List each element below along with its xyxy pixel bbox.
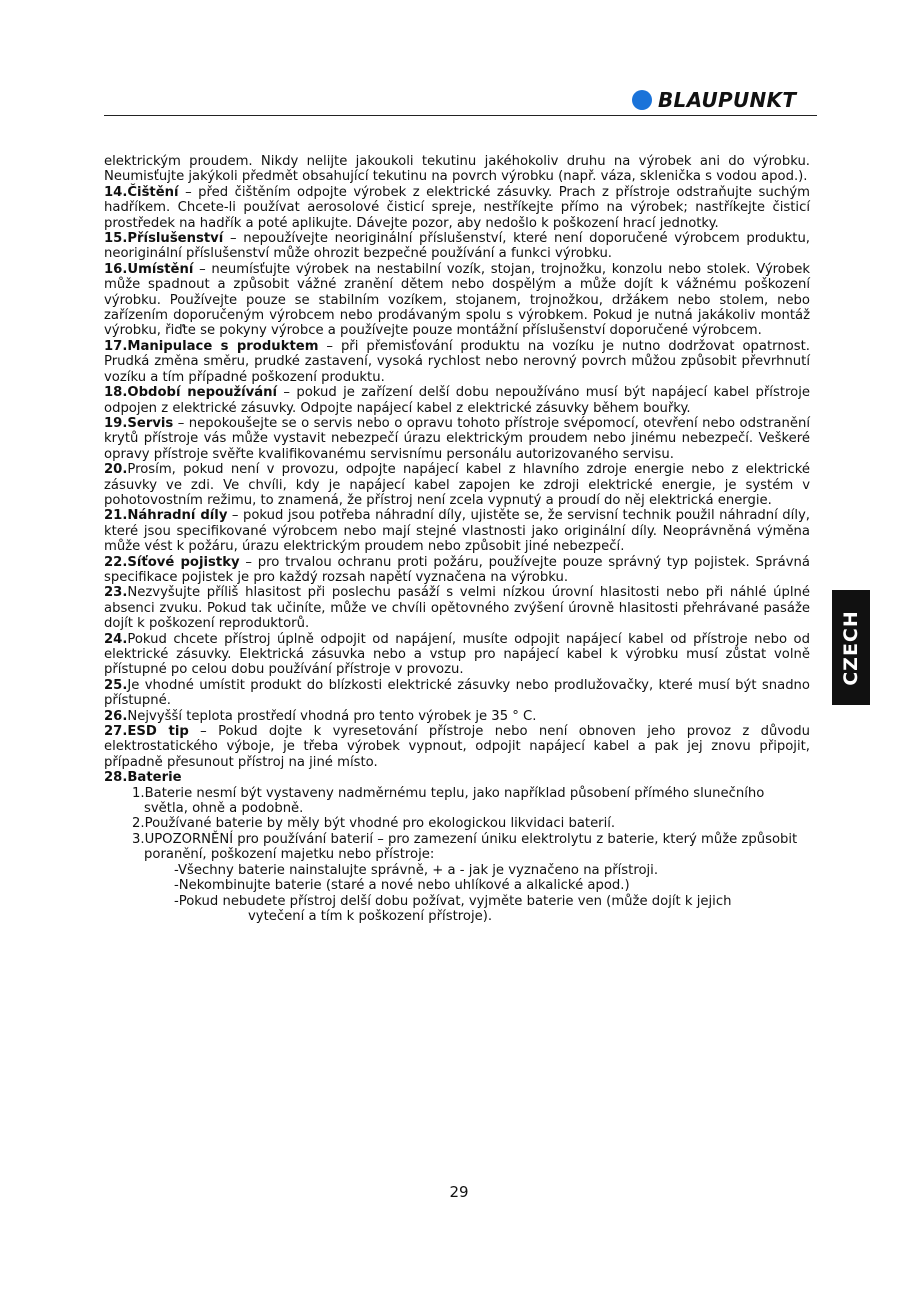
battery-list: [104, 786, 810, 925]
section-19: [104, 416, 810, 462]
section-text: – Pokud dojte k vyresetování přístroje nebo není obnoven jeho provoz z důvodu elektrostatického výboje, je třeba výrobek vypnout, odpojit napájecí kabel a pak jej znovu připojit, případně přesunout přístroj na jiné místo.: [104, 724, 811, 770]
section-23: [104, 585, 810, 631]
section-heading: 26.: [104, 708, 128, 724]
language-tab: [832, 590, 870, 705]
section-26: [104, 709, 810, 724]
battery-subitem: -Všechny baterie nainstalujte správně, + a - jak je vyznačeno na přístroji.: [174, 862, 659, 878]
section-heading: 28.: [104, 770, 128, 786]
battery-item: 3.UPOZORNĚNÍ pro používání baterií – pro zamezení úniku elektrolytu z baterie, který může způsobit poranění, poškození majetku nebo přístroje:: [132, 831, 798, 863]
section-title: Umístění: [127, 261, 194, 277]
section-heading: 17.: [104, 338, 128, 354]
section-18: [104, 385, 810, 416]
safety-sections: [104, 185, 810, 786]
section-27: [104, 724, 810, 770]
manual-body: [104, 154, 810, 924]
section-text: Nejvyšší teplota prostředí vhodná pro tento výrobek je 35 ° C.: [127, 708, 537, 724]
section-text: – pokud jsou potřeba náhradní díly, ujistěte se, že servisní technik použil náhradní díly, které jsou specifikované výrobcem nebo mají stejné vlastnosti jako originální díly. Neoprávněná výměna může vést k požáru, úrazu elektrickým proudem nebo způsobit jiné nebezpečí.: [104, 508, 810, 555]
header-divider: [104, 115, 817, 116]
section-text: Prosím, pokud není v provozu, odpojte napájecí kabel z hlavního zdroje energie nebo z elektrické zásuvky ve zdi. Ve chvíli, kdy je napájecí kabel zapojen ke zdroji elektrické energie, je systém v pohotovostním režimu, to znamená, že přístroj není zcela vypnutý a proudí do něj elektrická energie.: [104, 462, 810, 508]
section-text: – nepoužívejte neoriginální příslušenství, které není doporučené výrobcem produktu, neoriginální příslušenství může ohrozit bezpečné používání a funkci výrobku.: [104, 231, 810, 262]
section-text: – neumísťujte výrobek na nestabilní vozík, stojan, trojnožku, konzolu nebo stolek. Výrobek může spadnout a způsobit vážné zranění dětem nebo dospělým a může dojít k vážnému poškození výrobku. Používejte pouze se stabilním vozíkem, stojanem, trojnožkou, držákem nebo stolem, nebo zařízením doporučeným výrobcem nebo prodávaným spolu s výrobkem. Pokud je nutná jakákoliv montáž výrobku, řiďte se pokyny výrobce a používejte pouze montážní příslušenství doporučené výrobcem.: [104, 261, 810, 339]
section-21: [104, 508, 810, 554]
battery-subitem: [104, 894, 810, 925]
section-heading: 21.: [104, 508, 128, 524]
section-text: – pokud je zařízení delší dobu nepoužíváno musí být napájecí kabel přístroje odpojen z elektrické zásuvky. Odpojte napájecí kabel z elektrické zásuvky během bouřky.: [104, 385, 810, 416]
section-heading: 25.: [104, 677, 128, 693]
battery-item: 1.Baterie nesmí být vystaveny nadměrnému teplu, jako například působení přímého slunečního světla, ohně a podobně.: [132, 785, 765, 817]
section-text: Nezvyšujte příliš hlasitost při poslechu pasáží s velmi nízkou úrovní hlasitosti nebo při náhlé úplné absenci zvuku. Pokud tak učiníte, může ve chvíli opětovného zvýšení úrovně hlasitosti přehrávané pasáže dojít k poškození reproduktorů.: [104, 585, 810, 632]
section-25: [104, 678, 810, 709]
section-24: [104, 632, 810, 678]
section-title: ESD tip: [127, 724, 189, 740]
section-title: Baterie: [127, 770, 182, 786]
section-heading: 19.: [104, 415, 128, 431]
brand-logo: [632, 88, 796, 112]
section-28: [104, 770, 810, 785]
section-title: Síťové pojistky: [127, 554, 240, 570]
section-heading: 24.: [104, 631, 128, 647]
intro-paragraph: elektrickým proudem. Nikdy nelijte jakoukoli tekutinu jakéhokoliv druhu na výrobek ani do výrobku. Neumisťujte jakýkoli předmět obsahující tekutinu na povrch výrobku (např. váza, sklenička s vodou apod.).: [104, 154, 810, 185]
section-text: – pro trvalou ochranu proti požáru, používejte pouze správný typ pojistek. Správná specifikace pojistek je pro každý rozsah napětí vyznačena na výrobku.: [104, 554, 810, 585]
section-heading: 20.: [104, 462, 128, 478]
section-title: Manipulace s produktem: [127, 338, 319, 354]
section-14: [104, 185, 810, 231]
section-22: [104, 555, 810, 586]
section-heading: 23.: [104, 585, 128, 601]
battery-subitem: -Nekombinujte baterie (staré a nové nebo uhlíkové a alkalické apod.): [174, 878, 630, 894]
section-text: – před čištěním odpojte výrobek z elektrické zásuvky. Prach z přístroje odstraňujte suchým hadříkem. Chcete-li používat aerosolové čisticí spreje, nestříkejte přímo na výrobek; nastříkejte čisticí prostředek na hadřík a poté aplikujte. Dávejte pozor, aby nedošlo k poškození hrací jednotky.: [104, 184, 810, 231]
section-15: [104, 231, 810, 262]
section-title: Čištění: [127, 184, 179, 200]
section-title: Období nepoužívání: [127, 385, 278, 401]
section-20: [104, 462, 810, 508]
section-title: Náhradní díly: [127, 508, 228, 524]
section-heading: 15.: [104, 231, 128, 247]
section-text: Je vhodné umístit produkt do blízkosti elektrické zásuvky nebo prodlužovačky, které musí být snadno přístupné.: [104, 677, 810, 709]
section-text: – při přemisťování produktu na vozíku je nutno dodržovat opatrnost. Prudká změna směru, prudké zastavení, vysoká rychlost nebo nerovný povrch můžou způsobit převrhnutí vozíku a tím případné poškození produktu.: [104, 338, 810, 385]
logo-dot-icon: [632, 90, 652, 110]
section-heading: 14.: [104, 184, 128, 200]
section-heading: 18.: [104, 385, 128, 401]
section-heading: 27.: [104, 724, 128, 740]
section-title: Servis: [127, 415, 174, 431]
brand-name: BLAUPUNKT: [658, 88, 797, 112]
battery-subitem-text: -Pokud nebudete přístroj delší dobu požívat, vyjměte baterie ven (může dojít k jejich: [174, 893, 732, 909]
section-heading: 16.: [104, 261, 128, 277]
section-title: Příslušenství: [127, 231, 224, 247]
battery-item: 2.Používané baterie by měly být vhodné pro ekologickou likvidaci baterií.: [132, 816, 616, 832]
language-label: CZECH: [840, 609, 863, 686]
section-16: [104, 262, 810, 339]
section-text: – nepokoušejte se o servis nebo o opravu tohoto přístroje svépomocí, otevření nebo odstranění krytů přístroje vás může vystavit nebezpečí úrazu elektrickým proudem nebo jinému nebezpečí. Veškeré opravy přístroje svěřte kvalifikovanému servisnímu personálu autorizovaného servisu.: [104, 415, 810, 462]
section-heading: 22.: [104, 554, 128, 570]
section-text: Pokud chcete přístroj úplně odpojit od napájení, musíte odpojit napájecí kabel od přístroje nebo od elektrické zásuvky. Elektrická zásuvka nebo a vstup pro napájecí kabel k výrobku musí zůstat volně přístupné po celou dobu používání přístroje v provozu.: [104, 631, 810, 678]
page-number: 29: [449, 1183, 469, 1201]
section-17: [104, 339, 810, 385]
battery-subitem-continuation: vytečení a tím k poškození přístroje).: [248, 908, 493, 924]
